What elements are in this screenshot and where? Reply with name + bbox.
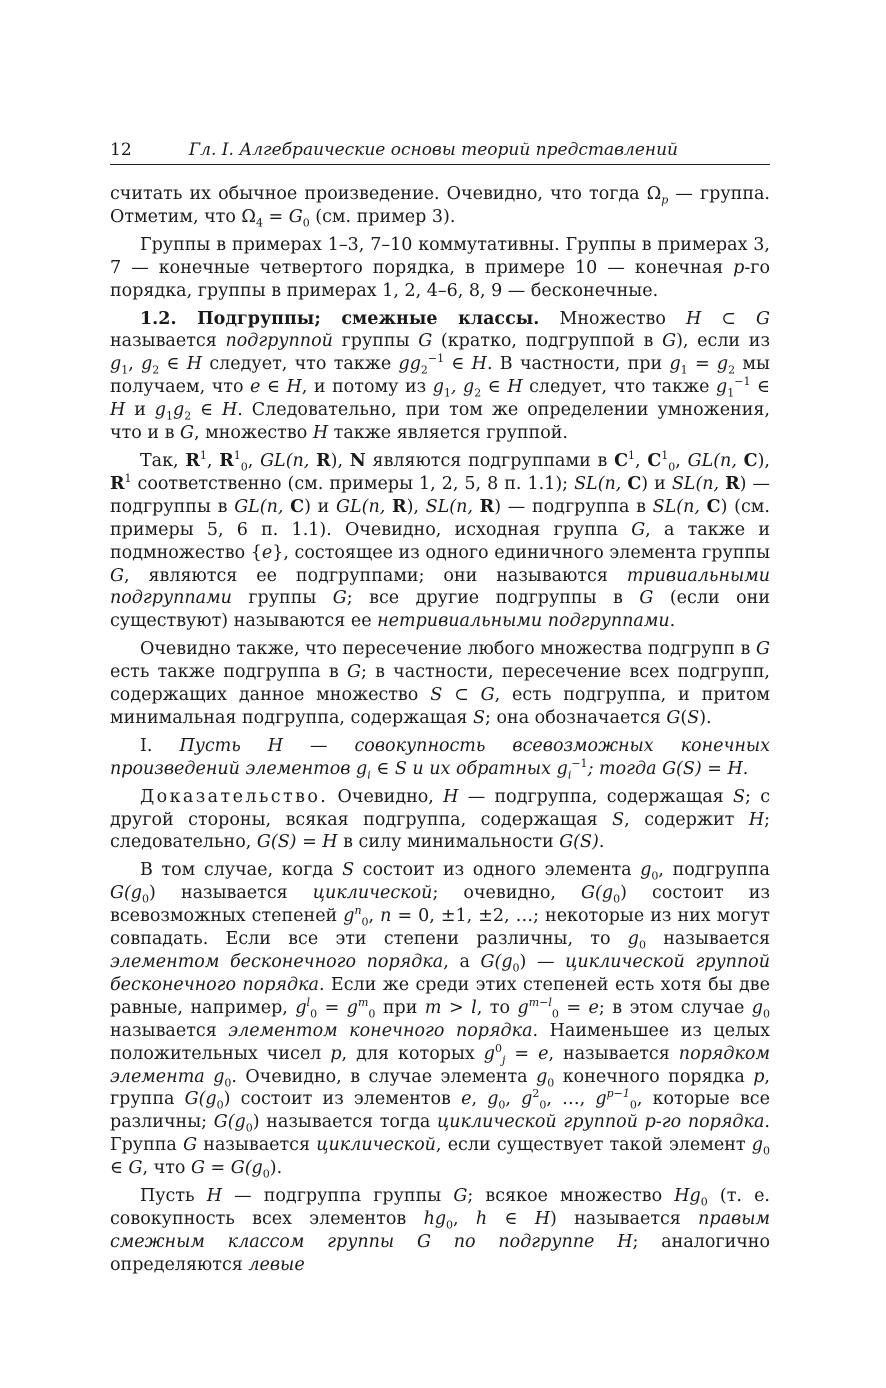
paragraph: Группы в примерах 1–3, 7–10 коммутативны. Группы в примерах 3, 7 — конечные четвертого порядка, в примере 10 — конечная p-го порядка, группы в примерах 1, 2, 4–6, 8, 9 — бесконечные. <box>110 234 770 301</box>
running-title: Гл. I. Алгебраические основы теорий представлений <box>188 140 678 160</box>
paragraph: В том случае, когда S состоит из одного элемента $g_0$, подгруппа $G(g_0)$ называется циклической; очевидно, $G(g_0)$ состоит из всевозможных степеней $g^n_0$, n = 0, ±1, ±2, …; некоторые из них могут совпадать. Если все эти степени различны, то $g_0$ называется элементом бесконечного порядка, а $G(g_0)$ — циклической группой бесконечного порядка. Если же среди этих степеней есть хотя бы две равные, например, $g^l_0 = g^m_0$ при m > l, то $g^{m-l}_0 = e$; в этом случае $g_0$ называется элементом конечного порядка. Наименьшее из целых положительных чисел p, для которых $g^0_j = e$, называется порядком элемента $g_0$. Очевидно, в случае элемента $g_0$ конечного порядка p, группа $G(g_0)$ состоит из элементов e, $g_0$, $g^2_0$, …, $g^{p-1}_0$, которые все различны; $G(g_0)$ называется тогда циклической группой p-го порядка. Группа G называется циклической, если существует такой элемент $g_0$ ∈ G, что $G = G(g_0)$. <box>110 860 770 1181</box>
page-body <box>110 183 770 1282</box>
paragraph: считать их обычное произведение. Очевидно, что тогда $\Omega_p$ — группа. Отметим, что $\Omega_4 = G_0$ (см. пример 3). <box>110 184 770 230</box>
paragraph: Так, $R^1$, $R^1_0$, GL(n, R), N являются подгруппами в $C^1$, $C^1_0$, GL(n, C), $R^1$ соответственно (см. примеры 1, 2, 5, 8 п. 1.1); SL(n, C) и SL(n, R) — подгруппы в GL(n, C) и GL(n, R), SL(n, R) — подгруппа в SL(n, C) (см. примеры 5, 6 п. 1.1). Очевидно, исходная группа G, а также и подмножество {e}, состоящее из одного единичного элемента группы G, являются ее подгруппами; они называются тривиальными подгруппами группы G; все другие подгруппы в G (если они существуют) называются ее нетривиальными подгруппами. <box>110 449 770 632</box>
theorem: I. Пусть H — совокупность всевозможных конечных произведений элементов $g_i$ ∈ S и их обратных $g_i^{-1}$; тогда G(S) = H. <box>110 735 770 782</box>
page-number: 12 <box>110 140 132 160</box>
proof: Доказательство. Очевидно, H — подгруппа, содержащая S; с другой стороны, всякая подгруппа, содержащая S, содержит H; следовательно, G(S) = H в силу минимальности G(S). <box>110 786 771 853</box>
paragraph: Пусть H — подгруппа группы G; всякое множество $Hg_0$ (т. е. совокупность всех элементов $hg_0$, h ∈ H) называется правым смежным классом группы G по подгруппе H; аналогично определяются левые <box>110 1186 771 1275</box>
page-header <box>110 138 770 165</box>
paragraph: Очевидно также, что пересечение любого множества подгрупп в G есть также подгруппа в G; в частности, пересечение всех подгрупп, содержащих данное множество S ⊂ G, есть подгруппа, и притом минимальная подгруппа, содержащая S; она обозначается G(S). <box>110 639 771 728</box>
section-heading: 1.2. Подгруппы; смежные классы. <box>140 308 540 329</box>
paragraph: 1.2. Подгруппы; смежные классы. Множество H ⊂ G называется подгруппой группы G (кратко, подгруппой в G), если из $g_1$, $g_2$ ∈ H следует, что также $gg_2^{-1}$ ∈ H. В частности, при $g_1 = g_2$ мы получаем, что e ∈ H, и потому из $g_1$, $g_2$ ∈ H следует, что также $g_1^{-1}$ ∈ H и $g_1g_2$ ∈ H. Следовательно, при том же определении умножения, что и в G, множество H также является группой. <box>110 308 771 444</box>
